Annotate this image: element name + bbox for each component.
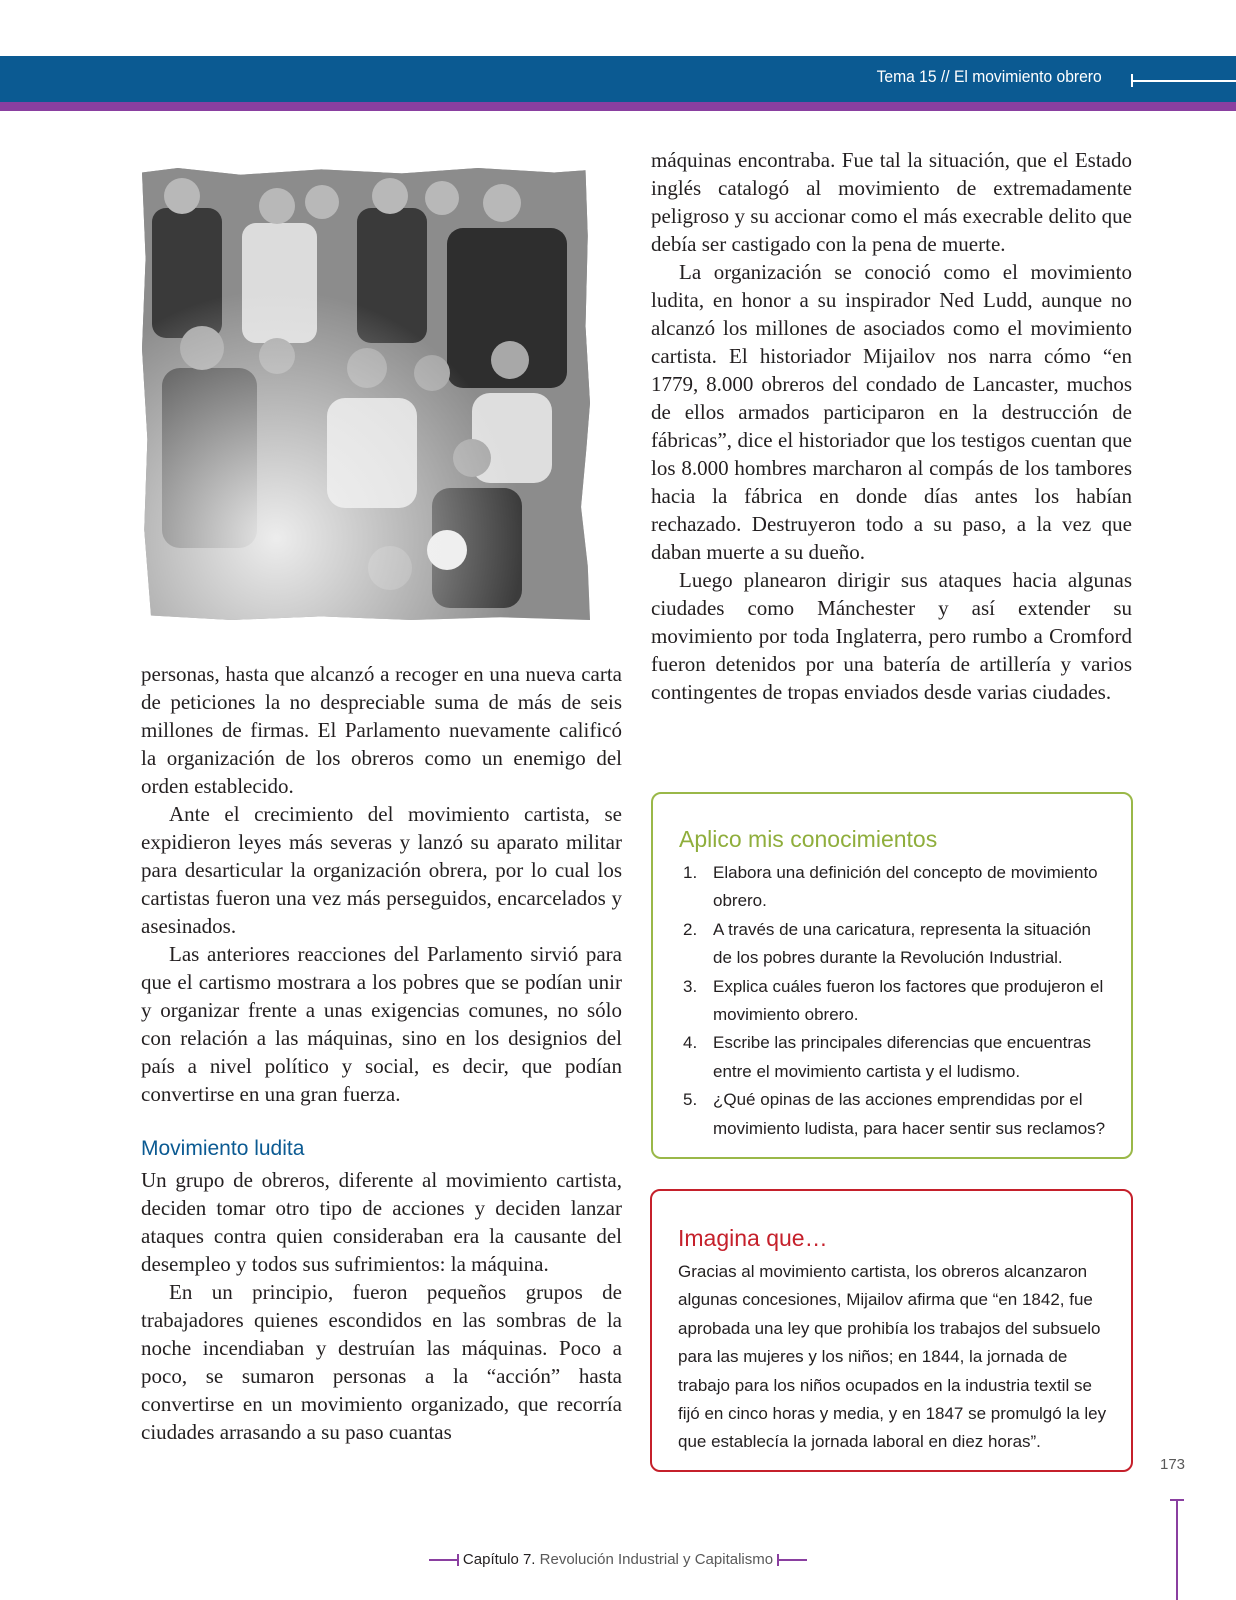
margin-line bbox=[1176, 1499, 1178, 1600]
item-text: Elabora una definición del concepto de movimiento obrero. bbox=[713, 863, 1098, 911]
imagina-text: Gracias al movimiento cartista, los obreros alcanzaron algunas concesiones, Mijailov afirma que “en 1842, fue aprobada una ley que prohibía los trabajos del subsuelo para las mujeres y los niños; en 1844, la jornada de trabajo para los niños ocupados en la industria textil se fijó en cinco horas y media, y en 1847 se promulgó la ley que establecía la jornada laboral en diez horas”. bbox=[678, 1262, 1107, 1452]
item-text: ¿Qué opinas de las acciones emprendidas por el movimiento ludista, para hacer sentir sus reclamos? bbox=[713, 1090, 1106, 1138]
header-title: Tema 15 // El movimiento obrero bbox=[876, 67, 1102, 86]
paragraph: máquinas encontraba. Fue tal la situación, que el Estado inglés catalogó al movimiento de extremadamente peligroso y su accionar como el más execrable delito que debía ser castigado con la pena de muerte. bbox=[651, 148, 1132, 256]
left-column-text bbox=[141, 660, 622, 1108]
paragraph: Un grupo de obreros, diferente al movimiento cartista, deciden tomar otro tipo de acciones y deciden lanzar ataques contra quien consideraban era la causante del desempleo y todos sus sufrimientos: la máquina. bbox=[141, 1168, 622, 1276]
item-text: Explica cuáles fueron los factores que produjeron el movimiento obrero. bbox=[713, 976, 1104, 1025]
imagina-box bbox=[650, 1189, 1133, 1472]
right-column-text bbox=[651, 146, 1132, 706]
item-number: 3. bbox=[683, 976, 698, 996]
list-item bbox=[683, 1086, 1113, 1143]
paragraph: La organización se conoció como el movimiento ludita, en honor a su inspirador Ned Ludd, aunque no alcanzó los millones de asociados como el movimiento cartista. El historiador Mijailov nos narra cómo “en 1779, 8.000 obreros del condado de Lancaster, muchos de ellos armados participaron en la destrucción de fábricas”, dice el historiador que los testigos cuentan que los 8.000 hombres marcharon al compás de los tambores hacia la fábrica en donde días antes los habían rechazado. Destruyeron todo a su paso, a la vez que daban muerte a su dueño. bbox=[651, 260, 1132, 564]
header-stripe bbox=[0, 102, 1236, 111]
ludita-section-text bbox=[141, 1166, 622, 1446]
paragraph: personas, hasta que alcanzó a recoger en una nueva carta de peticiones la no despreciable suma de más de seis millones de firmas. El Parlamento nuevamente calificó la organización de los obreros como un enemigo del orden establecido. bbox=[141, 662, 622, 798]
footer-rule-left bbox=[429, 1559, 459, 1561]
item-number: 2. bbox=[683, 919, 698, 939]
paragraph: En un principio, fueron pequeños grupos de trabajadores quienes escondidos en las sombras de la noche incendiaban y destruían las máquinas. Poco a poco, se sumaron personas a la “acción” hasta convertirse en un movimiento organizado, que recorría ciudades arrasando a su paso cuantas bbox=[141, 1280, 622, 1444]
paragraph: Luego planearon dirigir sus ataques hacia algunas ciudades como Mánchester y así extender su movimiento por toda Inglaterra, pero rumbo a Cromford fueron detenidos por una batería de artillería y varios contingentes de tropas enviados desde varias ciudades. bbox=[651, 568, 1132, 704]
footer-chapter: Capítulo 7. bbox=[462, 1551, 536, 1568]
header-rule bbox=[1132, 80, 1236, 82]
imagina-title: Imagina que… bbox=[678, 1225, 828, 1251]
item-number: 1. bbox=[683, 863, 698, 882]
item-number: 5. bbox=[683, 1090, 698, 1110]
item-number: 4. bbox=[683, 1033, 698, 1053]
list-item bbox=[683, 859, 1113, 916]
footer-title: Revolución Industrial y Capitalismo bbox=[539, 1551, 774, 1568]
list-item bbox=[683, 1029, 1113, 1086]
paragraph: Las anteriores reacciones del Parlamento sirvió para que el cartismo mostrara a los pobres que se podían unir y organizar frente a unas exigencias comunes, no sólo con relación a las máquinas, sino en los designios del país a nivel político y social, es decir, que podían convertirse en una gran fuerza. bbox=[141, 942, 622, 1106]
aplico-box bbox=[651, 792, 1133, 1159]
footer bbox=[0, 1551, 1236, 1568]
historical-photo bbox=[142, 168, 590, 620]
page-number: 173 bbox=[1160, 1456, 1186, 1473]
item-text: Escribe las principales diferencias que encuentras entre el movimiento cartista y el ludismo. bbox=[713, 1033, 1091, 1081]
workers-group-photo bbox=[142, 168, 590, 620]
list-item bbox=[683, 916, 1113, 973]
question-list bbox=[683, 859, 1113, 1143]
paragraph: Ante el crecimiento del movimiento cartista, se expidieron leyes más severas y lanzó su aparato militar para desarticular la organización obrera, por lo cual los cartistas fueron una vez más perseguidos, encarcelados y asesinados. bbox=[141, 802, 622, 938]
section-heading-ludita: Movimiento ludita bbox=[141, 1137, 305, 1160]
item-text: A través de una caricatura, representa la situación de los pobres durante la Revolución Industrial. bbox=[713, 919, 1091, 968]
aplico-title: Aplico mis conocimientos bbox=[679, 826, 938, 852]
list-item bbox=[683, 973, 1113, 1030]
footer-rule-right bbox=[777, 1559, 807, 1561]
